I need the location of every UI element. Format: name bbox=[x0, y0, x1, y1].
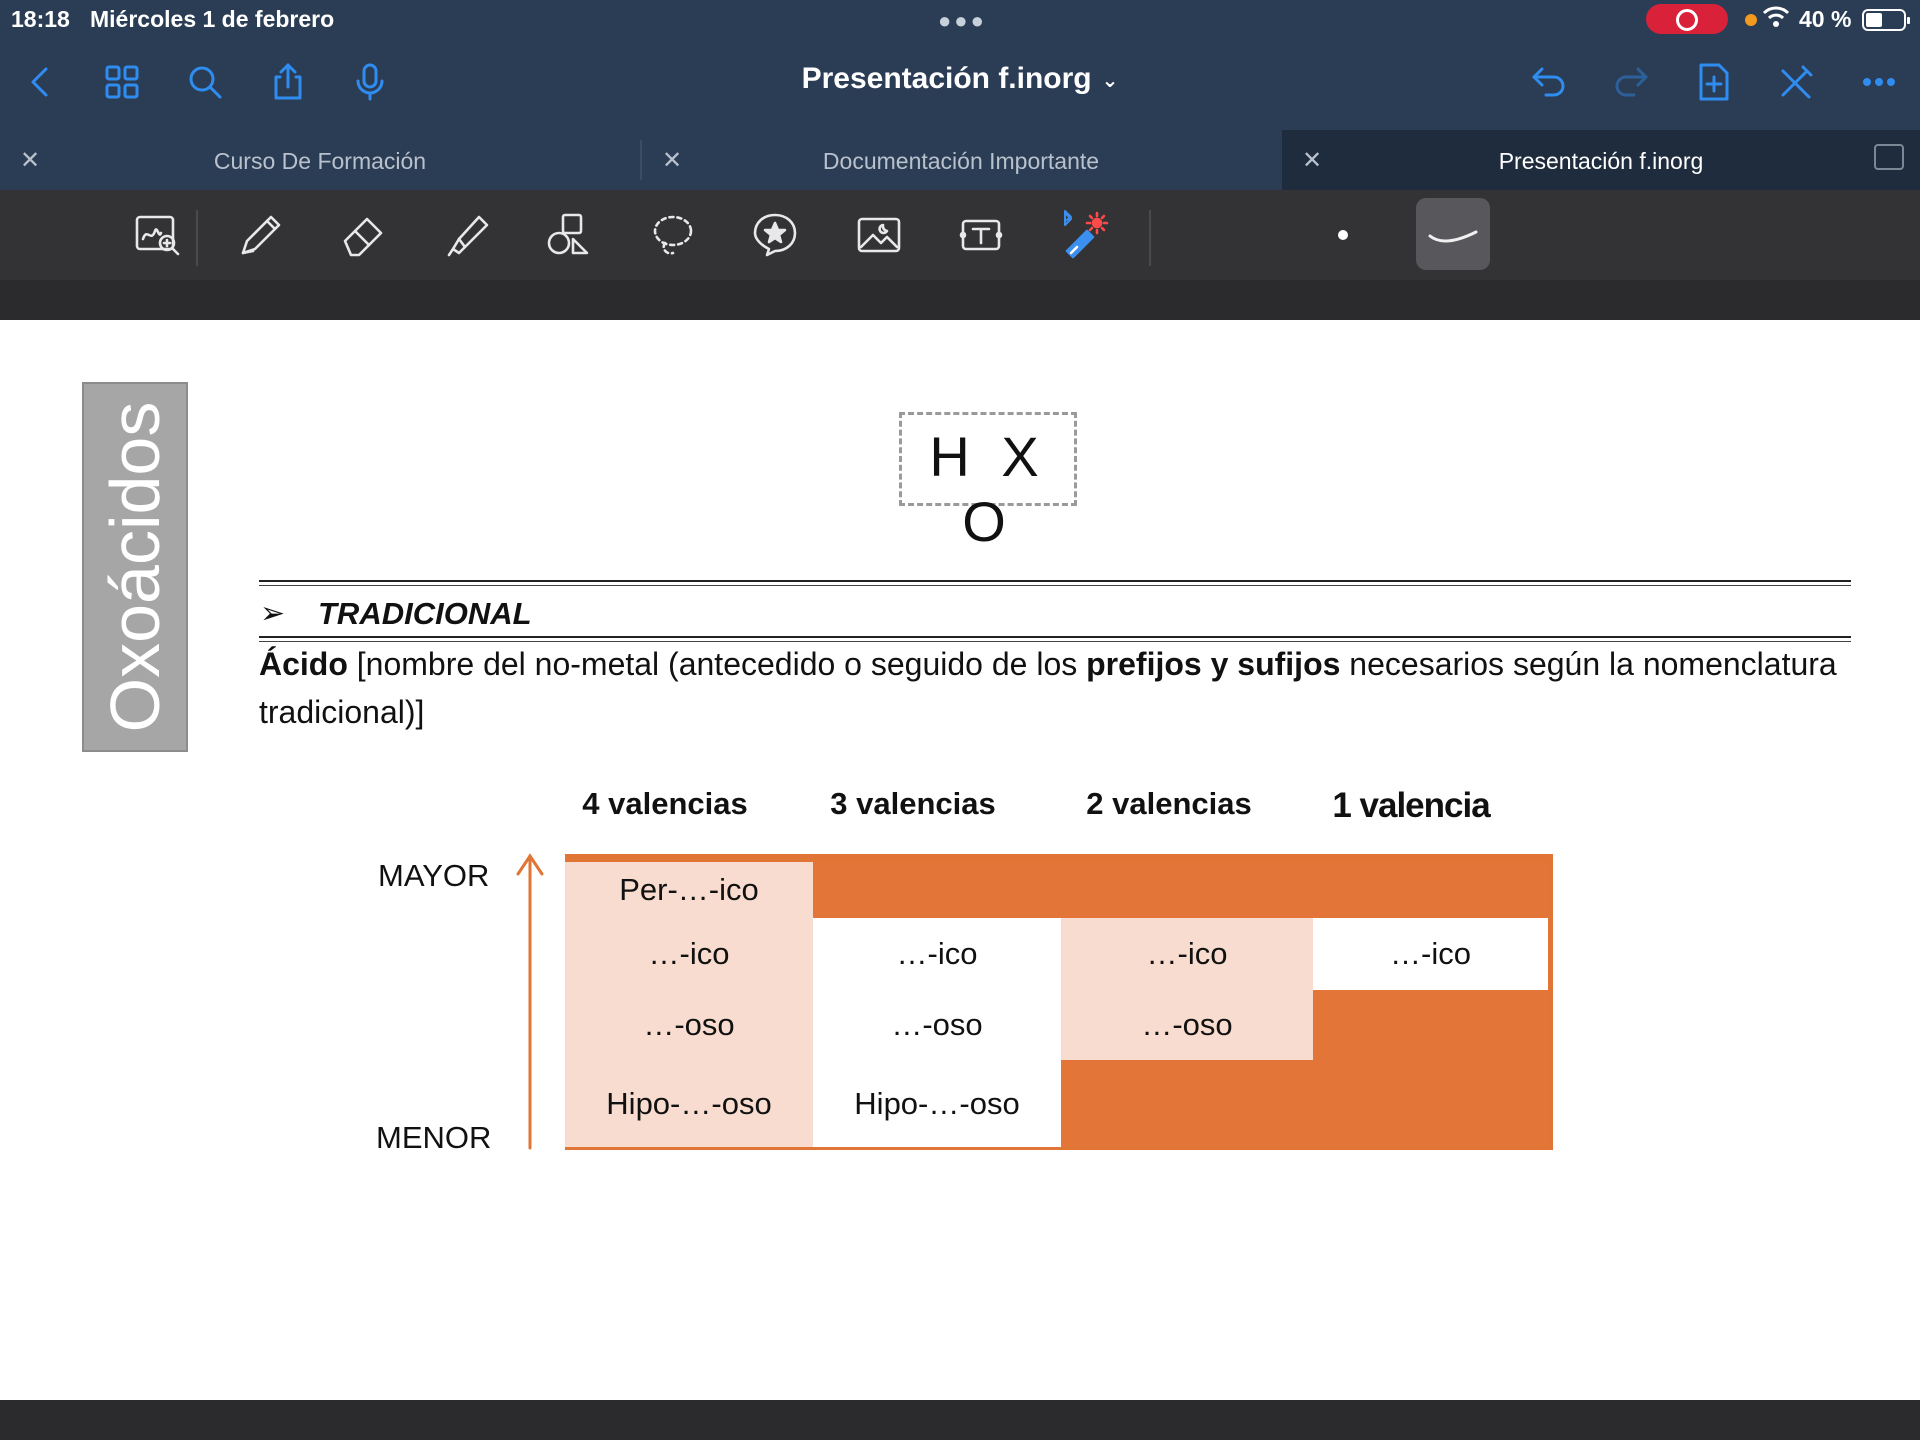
add-page-icon[interactable] bbox=[1690, 58, 1738, 106]
desc-bold-1: Ácido bbox=[259, 646, 348, 682]
tab-documentacion[interactable] bbox=[642, 130, 1280, 190]
mic-indicator-icon bbox=[1745, 14, 1757, 26]
column-header: 4 valencias bbox=[582, 786, 748, 821]
zoom-lasso-icon[interactable] bbox=[128, 206, 186, 264]
toolbar-divider bbox=[196, 210, 198, 266]
column-header: 1 valencia bbox=[1332, 786, 1490, 825]
column-header: 3 valencias bbox=[830, 786, 996, 821]
document-title[interactable]: Presentación f.inorg ⌄ bbox=[801, 62, 1119, 95]
table-cell-empty bbox=[1313, 990, 1548, 1060]
toolbar-divider bbox=[1149, 210, 1151, 266]
split-view-icon[interactable] bbox=[1874, 144, 1904, 170]
up-arrow-icon bbox=[515, 852, 545, 1152]
sticker-icon[interactable] bbox=[746, 206, 804, 264]
divider-top-inner bbox=[259, 585, 1851, 586]
table-cell: …-ico bbox=[565, 918, 813, 990]
lasso-icon[interactable] bbox=[644, 206, 702, 264]
axis-label-bottom: MENOR bbox=[376, 1120, 492, 1155]
top-bar bbox=[0, 0, 1920, 130]
tab-label: Documentación Importante bbox=[822, 148, 1100, 174]
close-icon[interactable]: ✕ bbox=[662, 147, 683, 174]
status-date: Miércoles 1 de febrero bbox=[90, 6, 335, 32]
chevron-down-icon: ⌄ bbox=[1101, 69, 1119, 92]
pen-icon[interactable] bbox=[230, 206, 288, 264]
status-bar bbox=[0, 0, 1920, 38]
table-cell: Hipo-…-oso bbox=[813, 1060, 1061, 1147]
pen-size-dot-icon[interactable] bbox=[1338, 230, 1348, 240]
table-cell: Per-…-ico bbox=[565, 862, 813, 918]
wifi-icon bbox=[1762, 4, 1790, 37]
tab-label: Curso De Formación bbox=[213, 148, 427, 174]
microphone-icon[interactable] bbox=[346, 58, 394, 106]
table-cell: …-ico bbox=[1313, 918, 1548, 990]
image-icon[interactable] bbox=[850, 206, 908, 264]
share-icon[interactable] bbox=[264, 58, 312, 106]
table-cell: …-ico bbox=[1061, 918, 1313, 990]
section-title: TRADICIONAL bbox=[318, 596, 532, 631]
drawing-toolbar bbox=[0, 190, 1920, 280]
highlighter-icon[interactable] bbox=[438, 206, 496, 264]
table-cell: …-ico bbox=[813, 918, 1061, 990]
tab-presentacion[interactable] bbox=[1282, 130, 1920, 190]
shapes-icon[interactable] bbox=[540, 206, 598, 264]
side-label: Oxoácidos bbox=[96, 401, 174, 733]
description-text bbox=[259, 640, 1859, 736]
back-icon[interactable] bbox=[16, 58, 64, 106]
tab-curso[interactable] bbox=[0, 130, 640, 190]
table-cell-empty bbox=[813, 862, 1548, 918]
page-gap bbox=[0, 280, 1920, 320]
divider-bottom bbox=[259, 636, 1851, 638]
battery-icon bbox=[1862, 9, 1906, 31]
close-icon[interactable]: ✕ bbox=[20, 147, 41, 174]
close-icon[interactable]: ✕ bbox=[1302, 147, 1323, 174]
column-header: 2 valencias bbox=[1086, 786, 1252, 821]
divider-top bbox=[259, 580, 1851, 582]
desc-text-2: necesarios según la nomenclatura tradicional)] bbox=[259, 646, 1837, 730]
tab-label: Presentación f.inorg bbox=[1498, 148, 1704, 174]
screen-recording-icon[interactable] bbox=[1646, 4, 1728, 34]
bottom-band bbox=[0, 1400, 1920, 1440]
more-icon[interactable] bbox=[1855, 58, 1903, 106]
formula: H X O bbox=[929, 425, 1047, 553]
table-cell: Hipo-…-oso bbox=[565, 1060, 813, 1147]
redo-icon[interactable] bbox=[1607, 58, 1655, 106]
eraser-icon[interactable] bbox=[334, 206, 392, 264]
table-cell-empty bbox=[1061, 1060, 1548, 1147]
text-icon[interactable] bbox=[952, 206, 1010, 264]
table-cell: …-oso bbox=[1061, 990, 1313, 1060]
bullet-arrow-icon: ➢ bbox=[260, 597, 286, 630]
multitasking-dots-icon[interactable]: ●●● bbox=[938, 8, 987, 33]
desc-bold-2: prefijos y sufijos bbox=[1086, 646, 1341, 682]
tab-strip bbox=[0, 130, 1920, 190]
laser-pointer-icon[interactable] bbox=[1054, 206, 1112, 264]
suffix-table bbox=[565, 854, 1553, 1150]
table-cell: …-oso bbox=[813, 990, 1061, 1060]
table-cell: …-oso bbox=[565, 990, 813, 1060]
edit-mode-icon[interactable] bbox=[1772, 58, 1820, 106]
axis-label-top: MAYOR bbox=[378, 858, 490, 893]
desc-text-1: [nombre del no-metal (antecedido o seguido de los bbox=[347, 646, 1087, 682]
search-icon[interactable] bbox=[181, 58, 229, 106]
stroke-style-button[interactable] bbox=[1416, 198, 1490, 270]
battery-percent: 40 % bbox=[1799, 6, 1852, 32]
undo-icon[interactable] bbox=[1525, 58, 1573, 106]
thumbnails-grid-icon[interactable] bbox=[98, 58, 146, 106]
status-time: 18:18 bbox=[11, 6, 70, 32]
